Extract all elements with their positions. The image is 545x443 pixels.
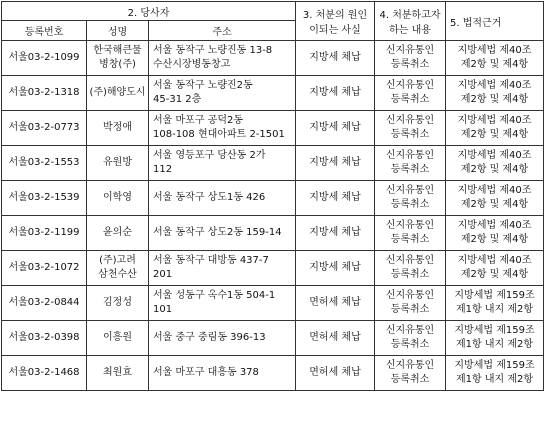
address-cell: 서울 동작구 상도2동 159-14 bbox=[149, 216, 296, 251]
cause-cell: 지방세 체납 bbox=[296, 216, 375, 251]
address-cell: 서울 중구 중림동 396-13 bbox=[149, 321, 296, 356]
address-cell: 서울 성동구 옥수1동 504-1 101 bbox=[149, 286, 296, 321]
legal-basis-cell: 지방세법 제40조 제2항 및 제4항 bbox=[446, 251, 544, 286]
header-name: 성명 bbox=[87, 21, 149, 41]
reg-no-cell: 서울03-2-1072 bbox=[2, 251, 87, 286]
reg-no-cell: 서울03-2-1099 bbox=[2, 41, 87, 76]
table-row bbox=[2, 146, 544, 181]
legal-basis-cell: 지방세법 제40조 제2항 및 제4항 bbox=[446, 111, 544, 146]
address-cell: 서울 동작구 대방동 437-7 201 bbox=[149, 251, 296, 286]
reg-no-cell: 서울03-2-1468 bbox=[2, 356, 87, 391]
header-cause: 3. 처분의 원인 이되는 사실 bbox=[296, 2, 375, 41]
table-row bbox=[2, 216, 544, 251]
disposal-cell: 신지유통인 등록취소 bbox=[375, 356, 446, 391]
reg-no-cell: 서울03-2-0773 bbox=[2, 111, 87, 146]
name-cell: 최원효 bbox=[87, 356, 149, 391]
header-row-1 bbox=[2, 2, 544, 21]
disposal-cell: 신지유통인 등록취소 bbox=[375, 321, 446, 356]
address-cell: 서울 영등포구 당산동 2가 112 bbox=[149, 146, 296, 181]
header-address: 주소 bbox=[149, 21, 296, 41]
cause-cell: 지방세 체납 bbox=[296, 111, 375, 146]
name-cell: 윤의순 bbox=[87, 216, 149, 251]
disposal-cell: 신지유통인 등록취소 bbox=[375, 181, 446, 216]
address-cell: 서울 동작구 상도1동 426 bbox=[149, 181, 296, 216]
cause-cell: 지방세 체납 bbox=[296, 41, 375, 76]
table-row bbox=[2, 251, 544, 286]
name-cell: 유원방 bbox=[87, 146, 149, 181]
cause-cell: 면허세 체납 bbox=[296, 321, 375, 356]
cause-cell: 지방세 체납 bbox=[296, 251, 375, 286]
table-row bbox=[2, 76, 544, 111]
legal-basis-cell: 지방세법 제159조 제1항 내지 제2항 bbox=[446, 321, 544, 356]
disposal-cell: 신지유통인 등록취소 bbox=[375, 286, 446, 321]
legal-basis-cell: 지방세법 제40조 제2항 및 제4항 bbox=[446, 181, 544, 216]
name-cell: 박정애 bbox=[87, 111, 149, 146]
cause-cell: 지방세 체납 bbox=[296, 146, 375, 181]
table-row bbox=[2, 286, 544, 321]
name-cell: (주)고려 삼천수산 bbox=[87, 251, 149, 286]
table-row bbox=[2, 356, 544, 391]
disposal-cell: 신지유통인 등록취소 bbox=[375, 251, 446, 286]
cause-cell: 지방세 체납 bbox=[296, 181, 375, 216]
address-cell: 서울 동작구 노량진동 13-8 수산시장병동창고 bbox=[149, 41, 296, 76]
header-legal-basis: 5. 법적근거 bbox=[446, 2, 544, 41]
reg-no-cell: 서울03-2-1553 bbox=[2, 146, 87, 181]
legal-basis-cell: 지방세법 제40조 제2항 및 제4항 bbox=[446, 216, 544, 251]
name-cell: 한국해큰물 병창(주) bbox=[87, 41, 149, 76]
disposal-cell: 신지유통인 등록취소 bbox=[375, 216, 446, 251]
reg-no-cell: 서울03-2-1318 bbox=[2, 76, 87, 111]
header-party: 2. 당사자 bbox=[2, 2, 296, 21]
address-cell: 서울 동작구 노량진2동 45-31 2층 bbox=[149, 76, 296, 111]
address-cell: 서울 마포구 공덕2동 108-108 현대아파트 2-1501 bbox=[149, 111, 296, 146]
table-row bbox=[2, 321, 544, 356]
table-row bbox=[2, 111, 544, 146]
cause-cell: 면허세 체납 bbox=[296, 356, 375, 391]
legal-basis-cell: 지방세법 제159조 제1항 내지 제2항 bbox=[446, 286, 544, 321]
reg-no-cell: 서울03-2-1199 bbox=[2, 216, 87, 251]
legal-basis-cell: 지방세법 제40조 제2항 및 제4항 bbox=[446, 76, 544, 111]
cause-cell: 지방세 체납 bbox=[296, 76, 375, 111]
table-body bbox=[2, 41, 544, 391]
header-reg-no: 등록번호 bbox=[2, 21, 87, 41]
name-cell: (주)해양도시 bbox=[87, 76, 149, 111]
name-cell: 이흥원 bbox=[87, 321, 149, 356]
reg-no-cell: 서울03-2-0398 bbox=[2, 321, 87, 356]
reg-no-cell: 서울03-2-0844 bbox=[2, 286, 87, 321]
disposal-notice-table bbox=[1, 1, 544, 391]
legal-basis-cell: 지방세법 제159조 제1항 내지 제2항 bbox=[446, 356, 544, 391]
name-cell: 이학영 bbox=[87, 181, 149, 216]
disposal-cell: 신지유통인 등록취소 bbox=[375, 41, 446, 76]
legal-basis-cell: 지방세법 제40조 제2항 및 제4항 bbox=[446, 146, 544, 181]
address-cell: 서울 마포구 대흥동 378 bbox=[149, 356, 296, 391]
disposal-cell: 신지유통인 등록취소 bbox=[375, 111, 446, 146]
table-row bbox=[2, 41, 544, 76]
header-disposal: 4. 처분하고자 하는 내용 bbox=[375, 2, 446, 41]
disposal-cell: 신지유통인 등록취소 bbox=[375, 76, 446, 111]
disposal-cell: 신지유통인 등록취소 bbox=[375, 146, 446, 181]
cause-cell: 면허세 체납 bbox=[296, 286, 375, 321]
reg-no-cell: 서울03-2-1539 bbox=[2, 181, 87, 216]
name-cell: 김정성 bbox=[87, 286, 149, 321]
table-row bbox=[2, 181, 544, 216]
legal-basis-cell: 지방세법 제40조 제2항 및 제4항 bbox=[446, 41, 544, 76]
